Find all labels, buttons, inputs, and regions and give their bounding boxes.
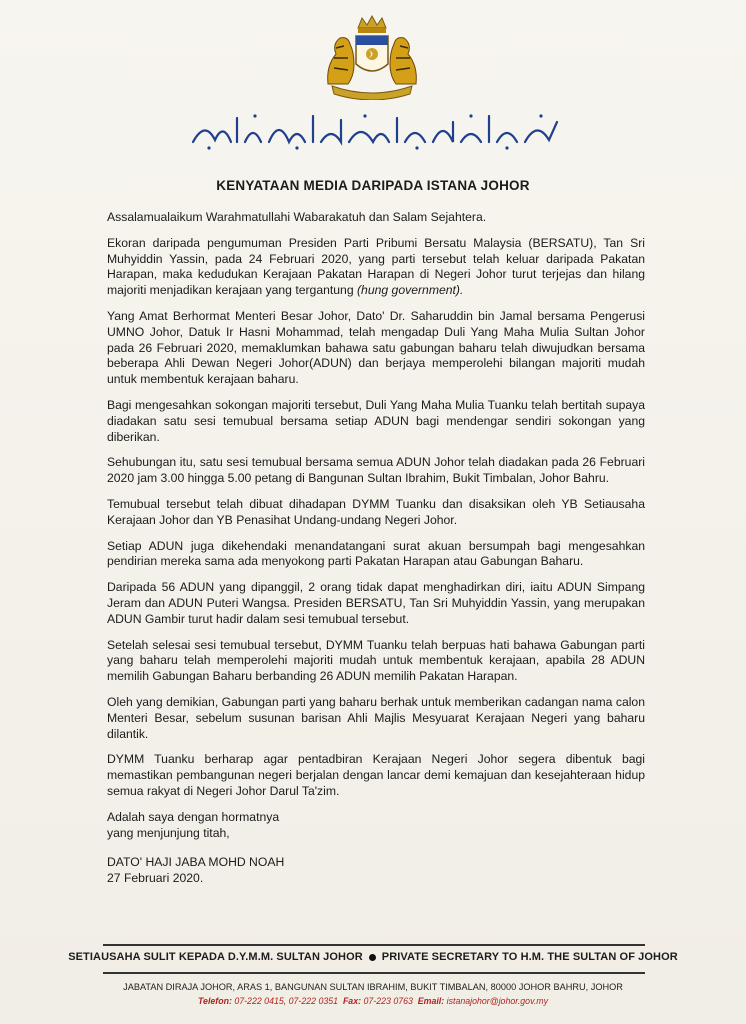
jawi-calligraphy-banner: [185, 112, 565, 152]
footer-secretary-english: PRIVATE SECRETARY TO H.M. THE SULTAN OF JOHOR: [381, 951, 678, 963]
signatory-name: DATO' HAJI JABA MOHD NOAH: [107, 855, 285, 870]
bullet-dot-icon: [369, 954, 376, 961]
paragraph-11: DYMM Tuanku berharap agar pentadbiran Kerajaan Negeri Johor segera dibentuk bagi memastikan pembangunan negeri berjalan dengan lancar demi kemajuan dan kesejahteraan hidup semua rakyat di Negeri Johor Darul Ta'zim.: [107, 752, 645, 798]
signature-date: 27 Februari 2020.: [107, 871, 204, 886]
footer-address: JABATAN DIRAJA JOHOR, ARAS 1, BANGUNAN SULTAN IBRAHIM, BUKIT TIMBALAN, 80000 JOHOR BAHRU, JOHOR: [123, 982, 623, 992]
footer-contacts: [0, 996, 746, 1006]
telefon-label: Telefon:: [198, 996, 232, 1006]
footer-secretary-line: [0, 951, 746, 963]
fax-value: 07-223 0763: [363, 996, 413, 1006]
fax-label: Fax:: [342, 996, 362, 1006]
paragraph-2-italic: (hung government).: [357, 283, 464, 298]
paragraph-9: Setelah selesai sesi temubual tersebut, DYMM Tuanku telah berpuas hati bahawa Gabungan parti yang baharu telah memperolehi majoriti mudah untuk membentuk kerajaan, apabila 28 ADUN memilih Gabungan Baharu berbanding 26 ADUN memilih Pakatan Harapan.: [107, 637, 645, 684]
paragraph-5: Sehubungan itu, satu sesi temubual bersama semua ADUN Johor telah diadakan pada 26 Februari 2020 jam 3.00 hingga 5.00 petang di Bangunan Sultan Ibrahim, Bukit Timbalan, Johor Bahru.: [107, 455, 645, 486]
footer-rule-bottom: [103, 972, 645, 974]
paragraph-4: Bagi mengesahkan sokongan majoriti tersebut, Duli Yang Maha Mulia Tuanku telah bertitah supaya diadakan satu sesi temubual bersama setiap ADUN bagi mendengar sendiri sokongan yang diberikan.: [107, 397, 645, 444]
paragraph-8: Daripada 56 ADUN yang dipanggil, 2 orang tidak dapat menghadirkan diri, iaitu ADUN Simpang Jeram dan ADUN Puteri Wangsa. Presiden BERSATU, Tan Sri Muhyiddin Yassin, yang merupakan ADUN Gambir turut hadir dalam sesi temubual tersebut.: [107, 580, 645, 626]
paragraph-10: Oleh yang demikian, Gabungan parti yang baharu berhak untuk memberikan cadangan nama calon Menteri Besar, sebelum susunan barisan Ahli Majlis Mesyuarat Kerajaan Negeri yang baharu dilantik.: [107, 694, 645, 741]
telefon-value: 07-222 0415, 07-222 0351: [234, 996, 339, 1006]
footer-rule-top: [103, 944, 645, 946]
johor-crest-logo: [318, 14, 426, 100]
paragraph-2-text: Ekoran daripada pengumuman Presiden Parti Pribumi Bersatu Malaysia (BERSATU), Tan Sri Muhyiddin Yassin, pada 24 Februari 2020, yang parti tersebut telah keluar daripada Pakatan Harapan, maka kedudukan Kerajaan Pakatan Harapan di Negeri Johor turut terjejas dan hilang majoriti menjadikan kerajaan yang tergantung: [107, 235, 645, 298]
paragraph-greeting: Assalamualaikum Warahmatullahi Wabarakatuh dan Salam Sejahtera.: [107, 210, 487, 224]
footer-secretary-malay: SETIAUSAHA SULIT KEPADA D.Y.M.M. SULTAN JOHOR: [68, 951, 363, 963]
paragraph-6: Temubual tersebut telah dibuat dihadapan DYMM Tuanku dan disaksikan oleh YB Setiausaha Kerajaan Johor dan YB Penasihat Undang-undang Negeri Johor.: [107, 496, 645, 527]
closing-line-1: Adalah saya dengan hormatnya: [107, 809, 280, 824]
email-link[interactable]: istanajohor@johor.gov.my: [446, 996, 548, 1006]
paragraph-7: Setiap ADUN juga dikehendaki menandatangani surat akuan bersumpah bagi mengesahkan pendirian mereka sama ada menyokong parti Pakatan Harapan atau Gabungan Baharu.: [107, 538, 645, 569]
document-title: KENYATAAN MEDIA DARIPADA ISTANA JOHOR: [216, 178, 530, 193]
email-label: Email:: [417, 996, 445, 1006]
paragraph-2: [107, 236, 645, 299]
closing-line-2: yang menjunjung titah,: [107, 825, 230, 840]
paragraph-3: Yang Amat Berhormat Menteri Besar Johor, Dato' Dr. Saharuddin bin Jamal bersama Pengerusi UMNO Johor, Datuk Ir Hasni Mohammad, telah mengadap Duli Yang Maha Mulia Sultan Johor pada 26 Februari 2020, memaklumkan bahawa satu gabungan baharu telah diwujudkan bersama beberapa Ahli Dewan Negeri Johor(ADUN) dan berjaya memperolehi bilangan majoriti mudah untuk membentuk kerajaan baharu.: [107, 308, 645, 387]
statement-body: [107, 210, 645, 887]
